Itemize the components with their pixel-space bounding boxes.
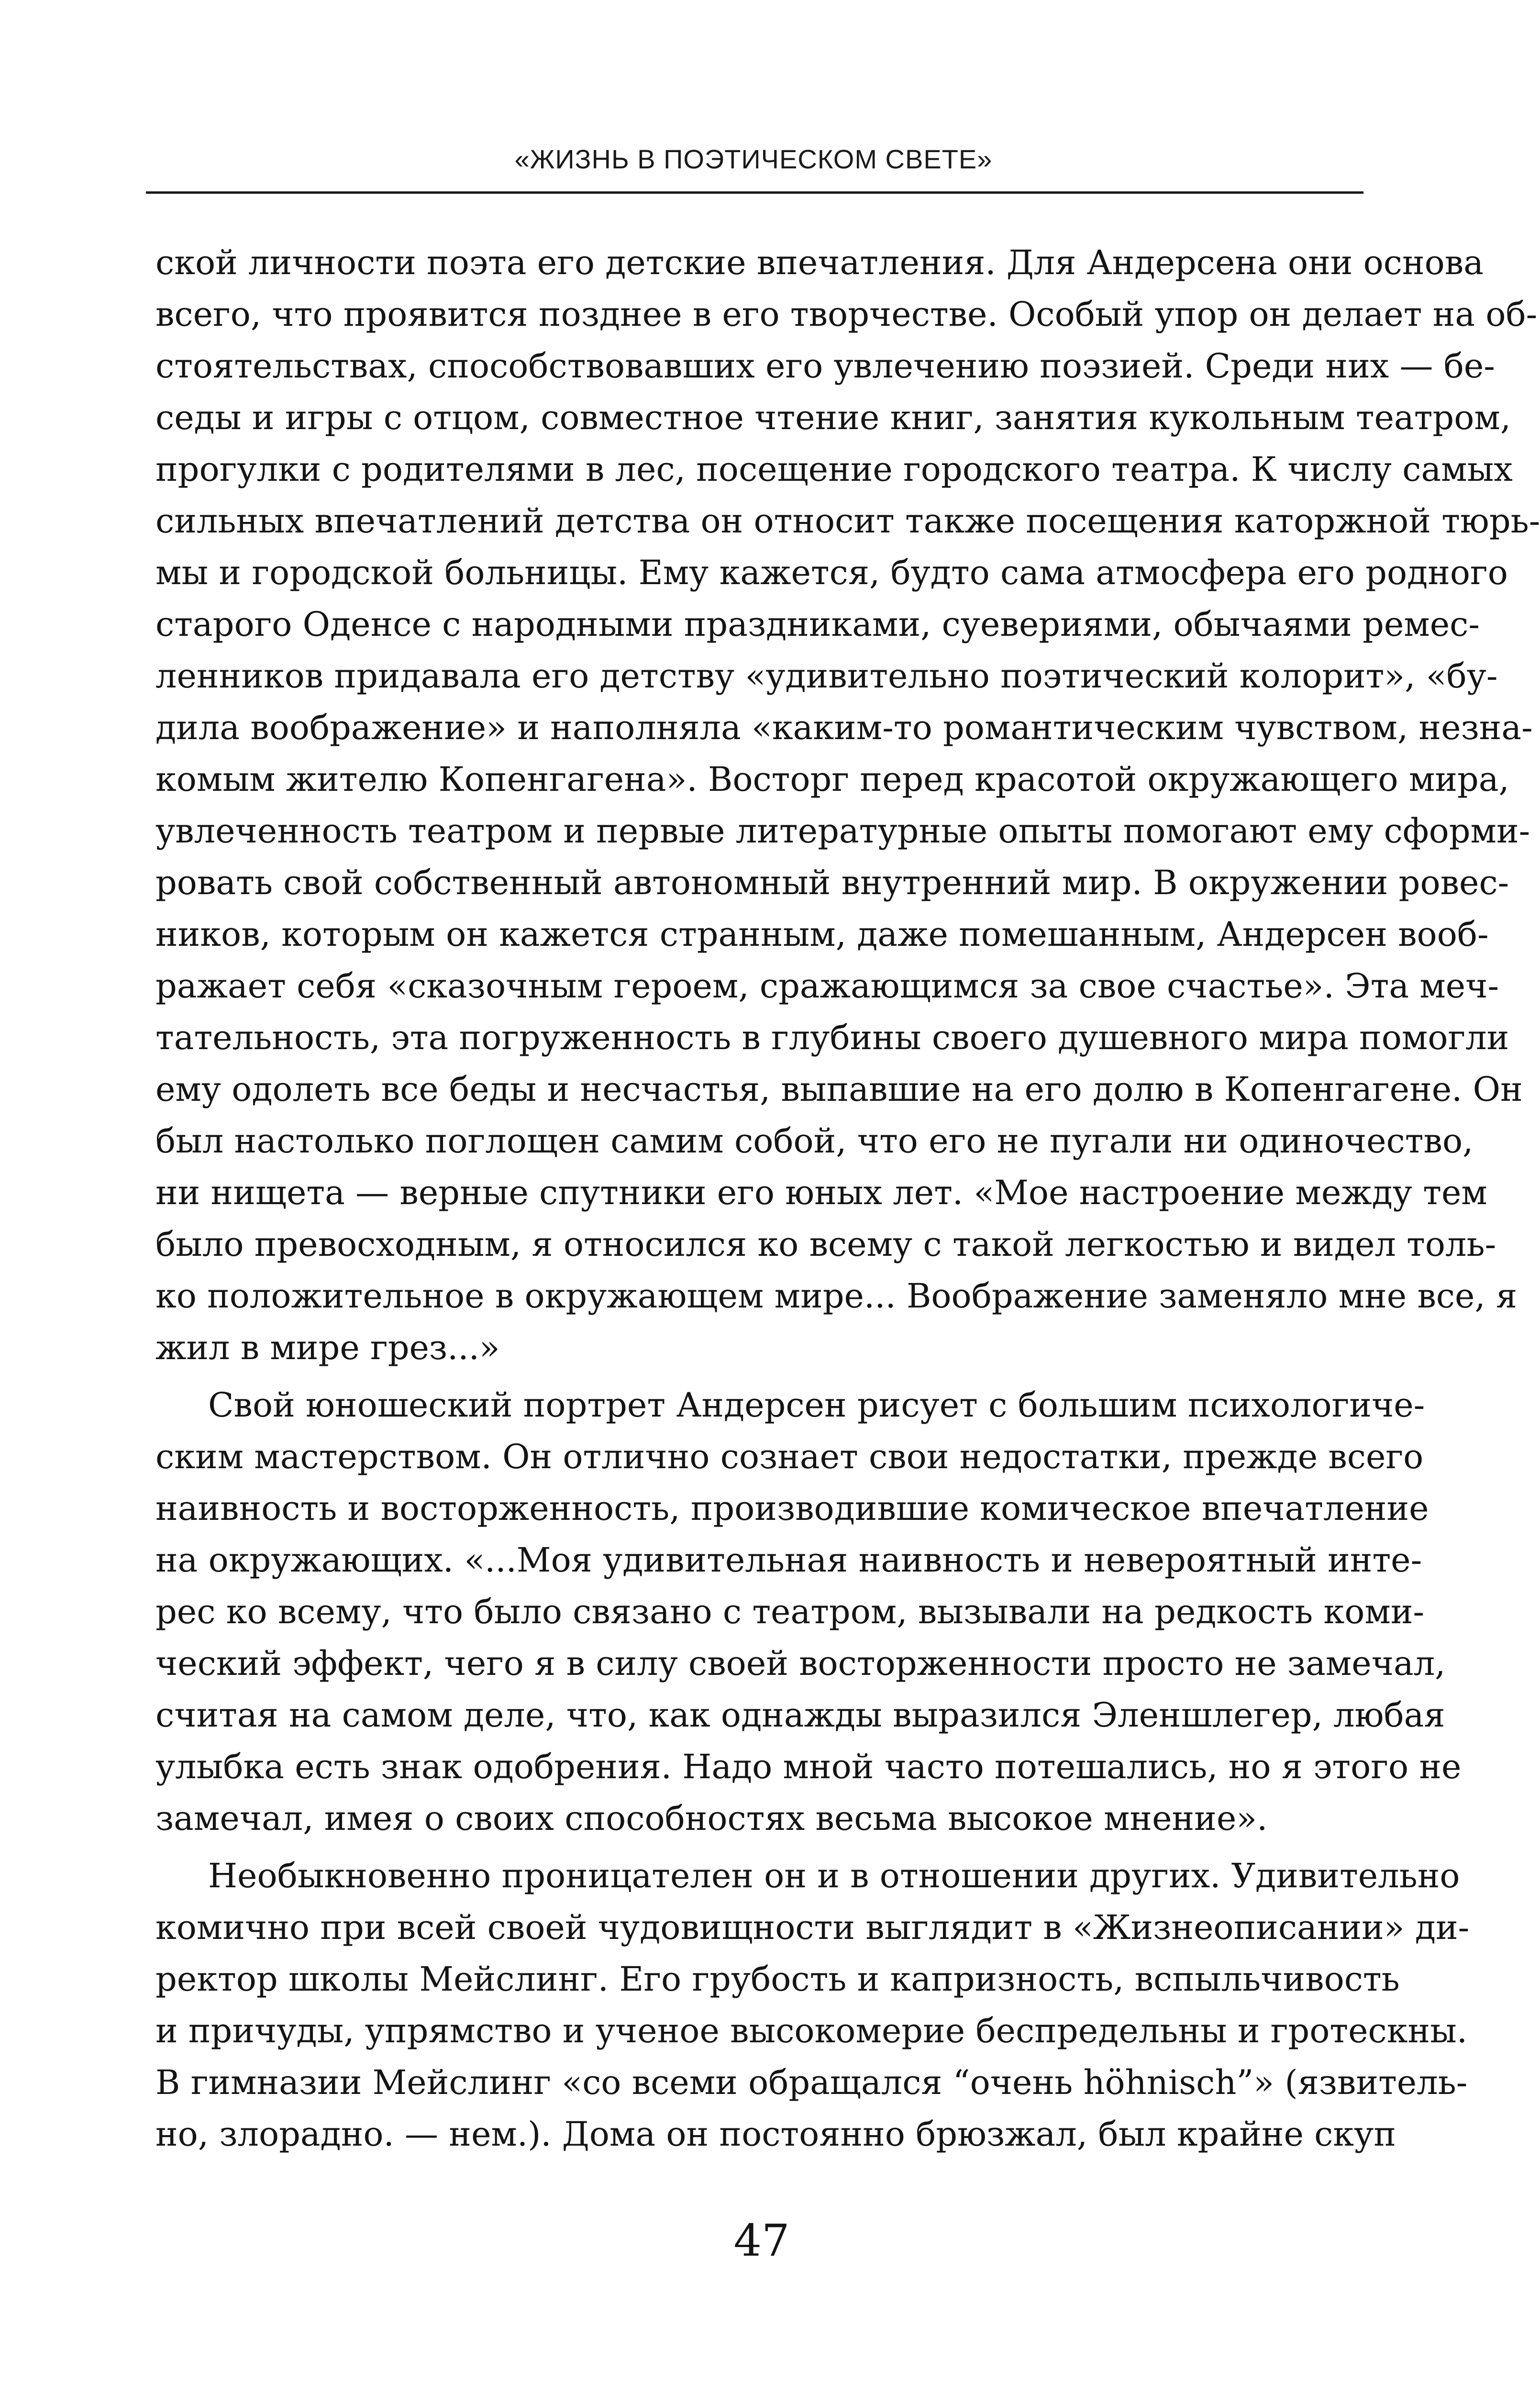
paragraph-gap (155, 1373, 1363, 1379)
paragraph-gap (155, 1844, 1363, 1850)
text-line: наивность и восторженность, производившие комическое впечатление (155, 1489, 1429, 1528)
text-line: ректор школы Мейслинг. Его грубость и капризность, вспыльчивость (155, 1960, 1400, 1999)
text-line: всего, что проявится позднее в его творчестве. Особый упор он делает на об- (155, 295, 1538, 334)
text-line: седы и игры с отцом, совместное чтение книг, занятия кукольным театром, (155, 398, 1511, 437)
text-line: улыбка есть знак одобрения. Надо мной часто потешались, но я этого не (155, 1747, 1462, 1786)
text-line: старого Оденсе с народными праздниками, суевериями, обычаями ремес- (155, 605, 1480, 644)
text-line: сильных впечатлений детства он относит также посещения каторжной тюрь- (155, 501, 1540, 541)
header-rule (146, 191, 1363, 194)
text-line: увлеченность театром и первые литературные опыты помогают ему сформи- (155, 811, 1530, 851)
text-line: Свой юношеский портрет Андерсен рисует с большим психологиче- (208, 1385, 1425, 1425)
paragraph (155, 1379, 1462, 1844)
text-line: ников, которым он кажется странным, даже помешанным, Андерсен вооб- (155, 915, 1489, 954)
text-line: комым жителю Копенгагена». Восторг перед красотой окружающего мира, (155, 760, 1509, 799)
body-text (155, 237, 1540, 2160)
text-line: ко положительное в окружающем мире... Воображение заменяло мне все, я (155, 1276, 1518, 1316)
text-line: замечал, имея о своих способностях весьма высокое мнение». (155, 1799, 1268, 1838)
text-line: ским мастерством. Он отлично сознает свои недостатки, прежде всего (155, 1437, 1424, 1476)
text-line: ни нищета — верные спутники его юных лет. «Мое настроение между тем (155, 1173, 1487, 1212)
text-line: считая на самом деле, что, как однажды выразился Эленшлегер, любая (155, 1695, 1445, 1735)
text-line: ленников придавала его детству «удивительно поэтический колорит», «бу- (155, 656, 1498, 696)
text-line: ческий эффект, чего я в силу своей восторженности просто не замечал, (155, 1644, 1446, 1683)
text-line: комично при всей своей чудовищности выглядит в «Жизнеописании» ди- (155, 1908, 1470, 1947)
text-line: на окружающих. «...Моя удивительная наивность и невероятный инте- (155, 1540, 1422, 1580)
text-line: ражает себя «сказочным героем, сражающимся за свое счастье». Эта меч- (155, 966, 1499, 1006)
text-line: и причуды, упрямство и ученое высокомерие беспредельны и гротескны. (155, 2011, 1468, 2050)
text-line: прогулки с родителями в лес, посещение городского театра. К числу самых (155, 450, 1513, 489)
paragraph (155, 237, 1540, 1373)
text-line: ему одолеть все беды и несчастья, выпавшие на его долю в Копенгагене. Он (155, 1070, 1523, 1109)
text-line: был настолько поглощен самим собой, что его не пугали ни одиночество, (155, 1121, 1474, 1161)
text-line: но, злорадно. — нем.). Дома он постоянно брюзжал, был крайне скуп (155, 2115, 1396, 2154)
text-line: было превосходным, я относился ко всему с такой легкостью и видел толь- (155, 1225, 1496, 1264)
paragraph (155, 1850, 1470, 2160)
running-head: «ЖИЗНЬ В ПОЭТИЧЕСКОМ СВЕТЕ» (514, 144, 993, 174)
page-number: 47 (733, 2215, 790, 2266)
text-line: мы и городской больницы. Ему кажется, будто сама атмосфера его родного (155, 553, 1508, 592)
text-line: стоятельствах, способствовавших его увлечению поэзией. Среди них — бе- (155, 346, 1495, 386)
text-line: тательность, эта погруженность в глубины своего душевного мира помогли (155, 1018, 1509, 1057)
text-line: рес ко всему, что было связано с театром, вызывали на редкость коми- (155, 1592, 1425, 1631)
text-line: Необыкновенно проницателен он и в отношении других. Удивительно (208, 1856, 1460, 1895)
text-line: ровать свой собственный автономный внутренний мир. В окружении ровес- (155, 863, 1509, 902)
text-line: ской личности поэта его детские впечатления. Для Андерсена они основа (155, 243, 1484, 282)
text-line: В гимназии Мейслинг «со всеми обращался “очень höhnisch”» (язвитель- (155, 2063, 1468, 2102)
text-line: жил в мире грез...» (155, 1328, 500, 1367)
text-line: дила воображение» и наполняла «каким-то романтическим чувством, незна- (155, 708, 1533, 747)
